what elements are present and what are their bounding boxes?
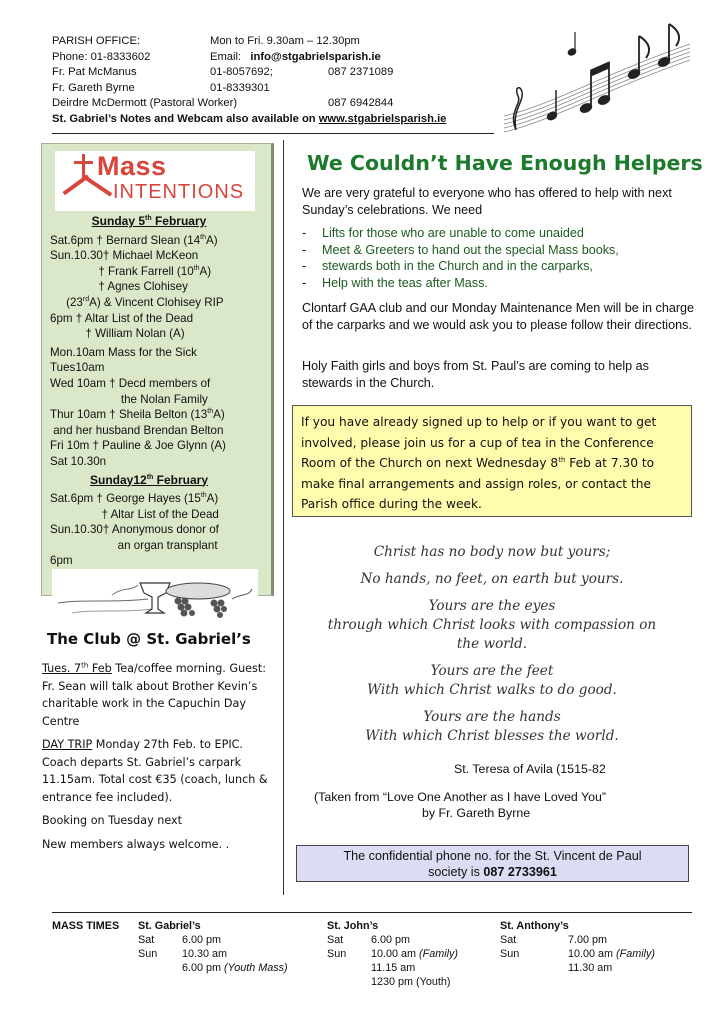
- poem-line: No hands, no feet, on earth but yours.: [360, 571, 624, 587]
- pastoral-worker-name: Deirdre McDermott (Pastoral Worker): [52, 97, 238, 109]
- website-link[interactable]: www.stgabrielsparish.ie: [318, 112, 447, 125]
- list-item: - Lifts for those who are unable to come unaided: [302, 226, 584, 240]
- poem-attribution: [292, 761, 692, 821]
- footer-divider: [52, 912, 692, 913]
- priest-mobile: 087 2371089: [328, 66, 394, 78]
- club-booking: Booking on Tuesday next: [42, 814, 183, 827]
- club-section: [42, 660, 272, 859]
- music-notes-icon: [494, 12, 694, 136]
- intention-line: and her husband Brendan Belton: [50, 423, 224, 437]
- vdp-phone: 087 2733961: [483, 865, 557, 879]
- email-label: Email:: [210, 50, 242, 63]
- poem-line: Yours are the hands: [423, 709, 561, 725]
- mass-schedule: [50, 214, 270, 572]
- helpers-title: We Couldn’t Have Enough Helpers: [307, 151, 703, 175]
- club-day-trip: DAY TRIP Monday 27th Feb. to EPIC. Coach departs St. Gabriel’s carpark 11.15am. Total cost €35 (coach, lunch & entrance fee included).: [42, 738, 268, 804]
- list-item: - stewards both in the Church and in the carparks,: [302, 259, 593, 273]
- office-label: PARISH OFFICE:: [52, 35, 141, 47]
- intention-line: 6pm: [50, 554, 73, 568]
- intention-line: an organ transplant: [50, 538, 218, 552]
- poem-line: With which Christ blesses the world.: [365, 728, 619, 744]
- st-gabriels-times: St. Gabriel’s Sat 6.00 pm Sun 10.30 am 6.00 pm (Youth Mass): [138, 920, 288, 974]
- pastoral-worker-phone: 087 6942844: [328, 97, 394, 109]
- intentions-week-2: [50, 491, 270, 569]
- intention-line: Sat.6pm † Bernard Slean (14thA): [50, 233, 218, 247]
- webcam-notice: St. Gabriel’s Notes and Webcam also available on www.stgabrielsparish.ie: [52, 112, 447, 125]
- office-phone: Phone: 01-8333602: [52, 50, 151, 63]
- poem-line: Yours are the feet: [430, 663, 554, 679]
- club-coffee-morning: Tues. 7th Feb Tea/coffee morning. Guest: Fr. Sean will talk about Brother Kevin’s charitable work in the Capuchin Day Centre: [42, 661, 267, 728]
- holy-faith-paragraph: Holy Faith girls and boys from St. Paul’s are coming to help as stewards in the Church.: [302, 359, 649, 390]
- poem-author: St. Teresa of Avila (1515-82: [454, 762, 606, 776]
- intentions-week-1: [50, 233, 270, 342]
- bread-and-grapes-icon: [52, 569, 258, 621]
- sunday-12-heading: Sunday12th February: [90, 472, 208, 487]
- intention-line: Sat.6pm † George Hayes (15thA): [50, 492, 219, 506]
- sunday-5-heading: Sunday 5th February: [91, 214, 207, 228]
- club-welcome: New members always welcome. .: [42, 837, 230, 851]
- intention-line: Wed 10am † Decd members of: [50, 376, 211, 390]
- intention-line: (23rdA) & Vincent Clohisey RIP: [50, 295, 224, 309]
- poem-line: With which Christ walks to do good.: [367, 682, 617, 698]
- intentions-weekdays: [50, 345, 270, 470]
- club-title: The Club @ St. Gabriel’s: [47, 630, 251, 648]
- intention-line: † Frank Farrell (10thA): [50, 264, 212, 278]
- intention-line: Thur 10am † Sheila Belton (13thA): [50, 408, 225, 422]
- office-hours: Mon to Fri. 9.30am – 12.30pm: [210, 35, 360, 47]
- column-divider: [283, 140, 284, 895]
- intention-line: † Altar List of the Dead: [50, 507, 219, 521]
- poem-line: the world.: [456, 636, 528, 652]
- email-link[interactable]: info@stgabrielsparish.ie: [250, 50, 381, 63]
- tea-invitation-box: If you have already signed up to help or if you want to get involved, please join us for a cup of tea in the Conference Room of the Church on next Wednesday 8th Feb at 7.30 to make final arrangements and assign roles, or contact the Parish office during the week.: [292, 405, 692, 517]
- list-item: - Help with the teas after Mass.: [302, 275, 488, 290]
- intention-line: Sun.10.30† Michael McKeon: [50, 249, 199, 263]
- poem-source: (Taken from “Love One Another as I have Loved You”: [314, 790, 607, 804]
- st-anthonys-times: St. Anthony’s Sat 7.00 pm Sun 10.00 am (Family) 11.30 am: [500, 920, 656, 974]
- intention-line: Mon.10am Mass for the Sick: [50, 345, 197, 359]
- helpers-list: [302, 225, 697, 291]
- priest-phone: 01-8057692;: [210, 66, 273, 78]
- poem-source-author: by Fr. Gareth Byrne: [422, 806, 531, 820]
- priest-name: Fr. Gareth Byrne: [52, 81, 135, 94]
- intention-line: † Agnes Clohisey: [50, 280, 188, 294]
- intention-line: Tues10am: [50, 361, 105, 375]
- poem-line: Christ has no body now but yours;: [373, 544, 611, 560]
- gaa-paragraph: Clontarf GAA club and our Monday Maintenance Men will be in charge of the carparks and we would ask you to please follow their directions.: [302, 301, 695, 332]
- poem: [292, 543, 692, 746]
- helpers-intro: We are very grateful to everyone who has offered to help with next Sunday’s celebrations. We need: [302, 186, 672, 217]
- intention-line: † William Nolan (A): [50, 327, 185, 341]
- st-johns-times: St. John’s Sat 6.00 pm Sun 10.00 am (Family) 11.15 am 1230 pm (Youth): [327, 920, 459, 988]
- intention-line: 6pm † Altar List of the Dead: [50, 311, 194, 325]
- intention-line: Fri 10m † Pauline & Joe Glynn (A): [50, 439, 226, 453]
- priest-phone: 01-8339301: [210, 81, 270, 94]
- intention-line: the Nolan Family: [50, 392, 208, 406]
- poem-line: Yours are the eyes: [428, 598, 556, 614]
- poem-line: through which Christ looks with compassion on: [327, 617, 657, 633]
- logo-mass-text: Mass: [97, 151, 167, 181]
- logo-intentions-text: INTENTIONS: [113, 181, 245, 203]
- header-divider: [52, 133, 494, 134]
- mass-times-label: MASS TIMES: [52, 920, 120, 932]
- intention-line: Sun.10.30† Anonymous donor of: [50, 523, 219, 537]
- intention-line: Sat 10.30n: [50, 454, 107, 468]
- mass-intentions-logo: [55, 151, 255, 211]
- priest-name: Fr. Pat McManus: [52, 66, 137, 78]
- vincent-de-paul-box: The confidential phone no. for the St. Vincent de Paul society is 087 2733961: [296, 845, 689, 882]
- list-item: - Meet & Greeters to hand out the special Mass books,: [302, 242, 619, 257]
